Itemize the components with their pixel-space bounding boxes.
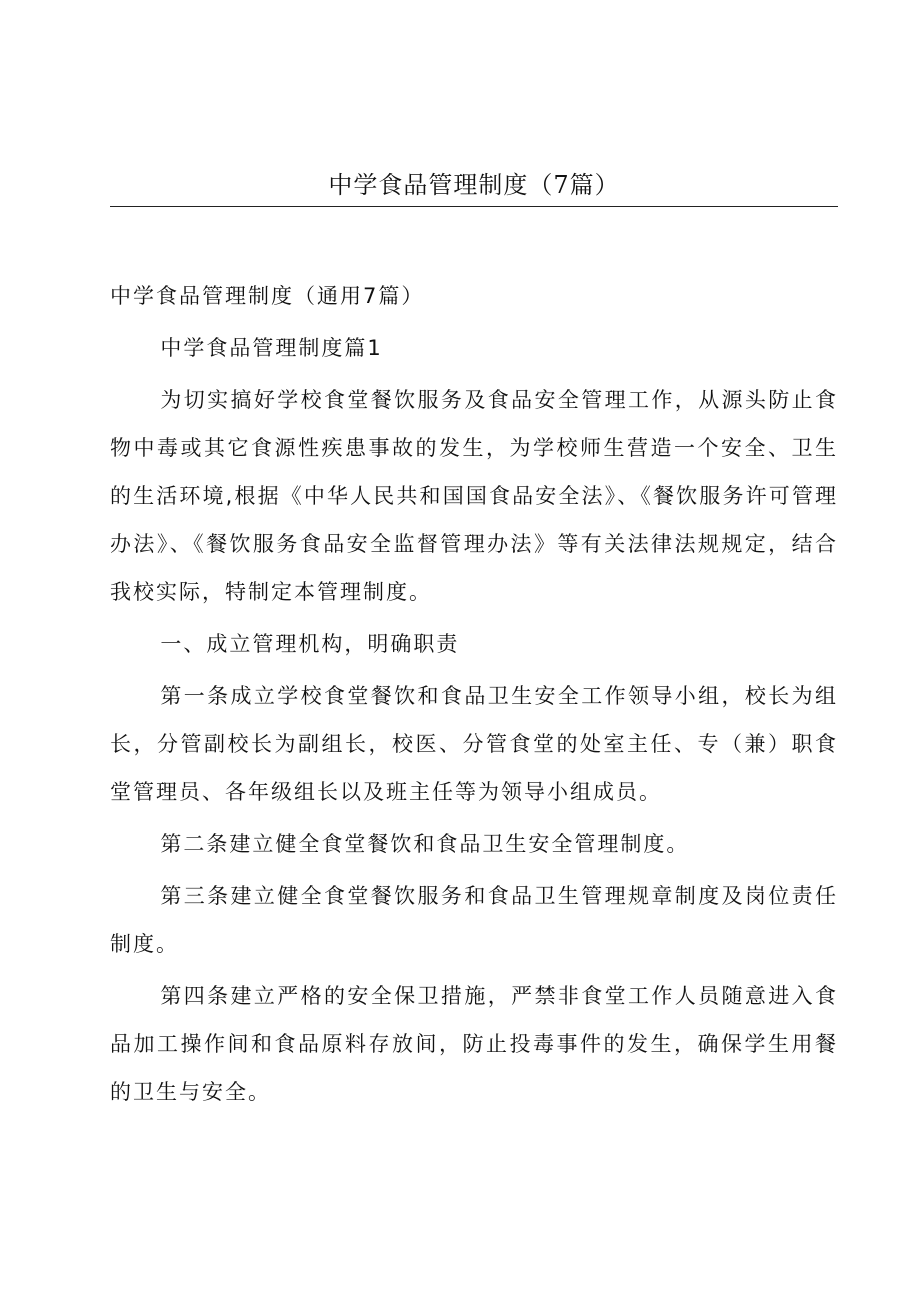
document-title: 中学食品管理制度（7篇）	[328, 171, 620, 199]
document-subtitle: 中学食品管理制度（通用7篇）	[110, 284, 425, 308]
paragraph: 第三条建立健全食堂餐饮服务和食品卫生管理规章制度及岗位责任制度。	[110, 884, 838, 956]
paragraph: 为切实搞好学校食堂餐饮服务及食品安全管理工作，从源头防止食物中毒或其它食源性疾患事故的发生，为学校师生营造一个安全、卫生的生活环境,根据《中华人民共和国国食品安全法》、《餐饮服务许可管理办法》、《餐饮服务食品安全监督管理办法》等有关法律法规规定，结合我校实际，特制定本管理制度。	[110, 388, 838, 604]
paragraph: 第一条成立学校食堂餐饮和食品卫生安全工作领导小组，校长为组长，分管副校长为副组长，校医、分管食堂的处室主任、专（兼）职食堂管理员、各年级组长以及班主任等为领导小组成员。	[110, 684, 838, 804]
paragraph: 第四条建立严格的安全保卫措施，严禁非食堂工作人员随意进入食品加工操作间和食品原料存放间，防止投毒事件的发生，确保学生用餐的卫生与安全。	[110, 984, 838, 1104]
title-divider	[110, 206, 838, 207]
section-heading: 中学食品管理制度篇1	[160, 336, 383, 360]
paragraph-heading: 一、成立管理机构，明确职责	[160, 632, 460, 656]
document-body	[110, 272, 838, 1116]
paragraph: 第二条建立健全食堂餐饮和食品卫生安全管理制度。	[160, 832, 690, 856]
